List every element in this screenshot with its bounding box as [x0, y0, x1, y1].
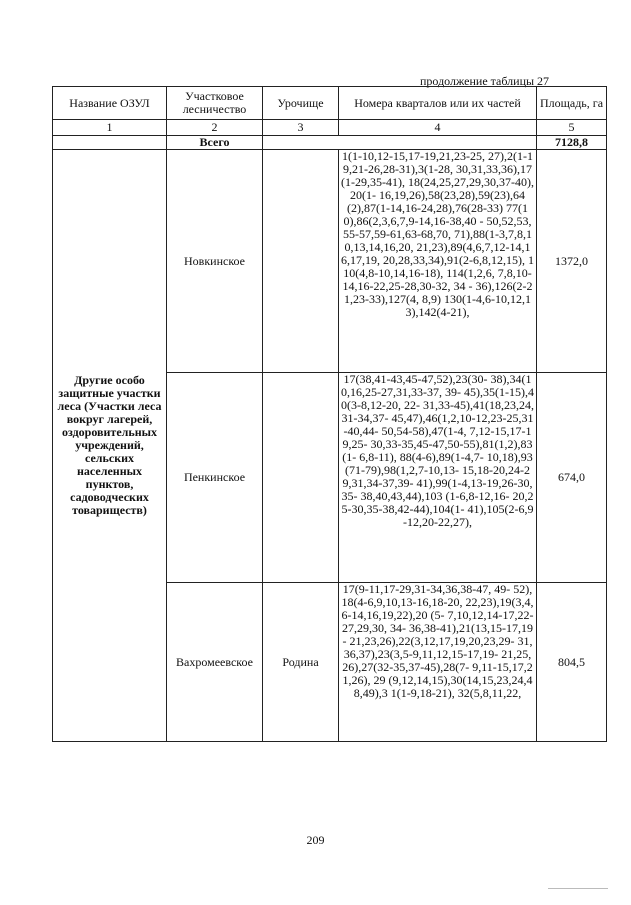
area-cell: 674,0 — [537, 373, 607, 583]
forestry-cell: Вахромеевское — [167, 583, 263, 742]
quarters-cell — [339, 373, 537, 583]
quarters-cell — [339, 150, 537, 373]
column-number: 5 — [537, 120, 607, 136]
column-number: 4 — [339, 120, 537, 136]
column-number: 2 — [167, 120, 263, 136]
column-number: 3 — [263, 120, 339, 136]
table-header-row — [53, 87, 607, 120]
table-continuation-caption: продолжение таблицы 27 — [420, 74, 550, 88]
quarters-text: 1(1-10,12-15,17-19,21,23-25, 27),2(1-19,21-26,28-31),3(1-28, 30,31,33,36),17(1-29,35-41), 18(24,25,27,29,30,37-40),20(1- 16,19,26),58(23,28),59(23),64 (2),87(1-14,16-24,28),76(28-33) 77(10),86(2,3,6,7,9-14,16-38,40 - 50,52,53,55-57,59-61,63-68,70, 71),88(1-3,7,8,10,13,14,16,20, 21,23),89(4,6,7,12-14,16,17,19, 20,28,33,34),91(2-6,8,12,15), 110(4,8-10,14,16-18), 114(1,2,6, 7,8,10-14,16-22,25-28,30-32, 34 - 36),126(2-21,23-33),127(4, 8,9) 130(1-4,6-10,12,13),142(4-21), — [341, 150, 534, 319]
tract-cell — [263, 150, 339, 373]
quarters-text: 17(38,41-43,45-47,52),23(30- 38),34(10,16,25-27,31,33-37, 39- 45),35(1-15),40(3-8,12-20, 22- 31,33-45),41(18,23,24,31-34,37- 45,47),46(1,2,10-12,23-25,31-40,44- 50,54-58),47(1-4, 7,12-15,17-19,25- 30,33-35,45-47,50-55),81(1,2),83(1- 6,8-11), 88(4-6),89(1-4,7- 10,18),93(71-79),98(1,2,7-10,13- 15,18-20,24-29,31,34-37,39- 41),99(1-4,13-19,26-30,35- 38,40,43,44),103 (1-6,8-12,16- 20,25-30,35-38,42-44),104(1- 41),105(2-6,9-12,20-22,27), — [341, 373, 534, 529]
total-label: Всего — [167, 136, 263, 150]
total-value: 7128,8 — [537, 136, 607, 150]
column-number-row — [53, 120, 607, 136]
quarters-cell — [339, 583, 537, 742]
ozul-table — [52, 86, 607, 742]
table-row — [53, 150, 607, 373]
page-number: 209 — [306, 833, 325, 847]
total-row — [53, 136, 607, 150]
header-forestry: Участковое лесничество — [167, 87, 263, 120]
quarters-text: 17(9-11,17-29,31-34,36,38-47, 49- 52),18(4-6,9,10,13-16,18-20, 22,23),19(3,4,6-14,16,19,22),20 (5- 7,10,12,14-17,22-27,29,30, 34- 36,38-41),21(13,15-17,19- 21,23,26),22(3,12,17,19,20,23,29- 31,36,37),23(3,5-9,11,12,15-17,19- 21,25,26),27(32-35,37-45),28(7- 9,11-15,17,21,26), 29 (9,12,14,15),30(14,15,23,24,48,49),3 1(1-9,18-21), 32(5,8,11,22, — [341, 583, 534, 700]
tract-cell — [263, 373, 339, 583]
column-number: 1 — [53, 120, 167, 136]
header-name: Название ОЗУЛ — [53, 87, 167, 120]
total-empty-cell — [53, 136, 167, 150]
ozul-name-cell: Другие особо защитные участки леса (Участки леса вокруг лагерей, оздоровительных учреждений, сельских населенных пунктов, садоводческих товариществ) — [53, 150, 167, 742]
footer-divider — [548, 888, 608, 889]
header-area: Площадь, га — [537, 87, 607, 120]
header-quarters: Номера кварталов или их частей — [339, 87, 537, 120]
area-cell: 804,5 — [537, 583, 607, 742]
header-tract: Урочище — [263, 87, 339, 120]
forestry-cell: Пенкинское — [167, 373, 263, 583]
area-cell: 1372,0 — [537, 150, 607, 373]
tract-cell: Родина — [263, 583, 339, 742]
forestry-cell: Новкинское — [167, 150, 263, 373]
total-empty-cell — [263, 136, 537, 150]
